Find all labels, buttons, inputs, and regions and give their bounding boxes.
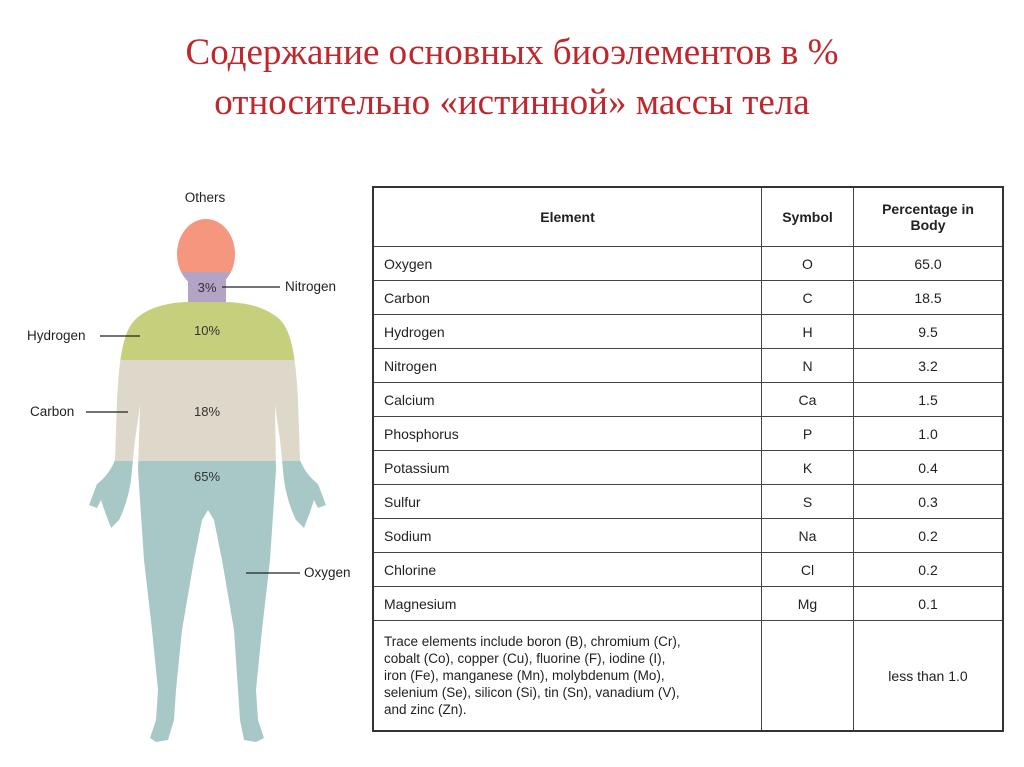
title-line-1: Содержание основных биоэлементов в % [185,32,839,73]
element-cell: Phosphorus [373,417,762,451]
percentage-cell: 0.1 [854,587,1004,621]
table-row [373,247,1003,281]
symbol-cell: N [762,349,854,383]
band-others [80,200,340,272]
percentage-cell: 0.2 [854,553,1004,587]
symbol-cell [762,621,854,732]
header-symbol: Symbol [762,187,854,247]
element-cell: Hydrogen [373,315,762,349]
pct-label-nitrogen: 3% [197,280,217,295]
table-row [373,315,1003,349]
element-cell: Nitrogen [373,349,762,383]
table-row [373,451,1003,485]
table-body [373,247,1003,732]
element-cell: Potassium [373,451,762,485]
element-cell: Sodium [373,519,762,553]
label-hydrogen: Hydrogen [27,328,86,343]
percentage-cell: 9.5 [854,315,1004,349]
table-row [373,383,1003,417]
element-cell: Carbon [373,281,762,315]
trace-line: Trace elements include boron (B), chromium (Cr), [384,634,681,649]
label-nitrogen: Nitrogen [285,279,337,294]
table-row [373,485,1003,519]
label-carbon: Carbon [30,404,75,419]
percentage-cell: 3.2 [854,349,1004,383]
table-row [373,281,1003,315]
trace-elements-cell [373,621,762,732]
element-cell: Chlorine [373,553,762,587]
pct-label-hydrogen: 10% [193,323,221,338]
symbol-cell: Mg [762,587,854,621]
percentage-cell: 0.3 [854,485,1004,519]
trace-line: selenium (Se), silicon (Si), tin (Sn), vanadium (V), [384,685,680,700]
band-oxygen [80,461,340,761]
element-cell: Calcium [373,383,762,417]
percentage-cell: 65.0 [854,247,1004,281]
symbol-cell: S [762,485,854,519]
element-table [372,186,1004,732]
element-cell: Sulfur [373,485,762,519]
table-row-trace [373,621,1003,732]
percentage-cell: 1.5 [854,383,1004,417]
symbol-cell: O [762,247,854,281]
trace-line: and zinc (Zn). [384,702,467,717]
label-others: Others [184,190,226,205]
element-cell: Oxygen [373,247,762,281]
pct-label-carbon: 18% [193,404,221,419]
table-row [373,417,1003,451]
symbol-cell: H [762,315,854,349]
percentage-cell: 1.0 [854,417,1004,451]
label-oxygen: Oxygen [304,565,351,580]
symbol-cell: Na [762,519,854,553]
header-element: Element [373,187,762,247]
percentage-cell: less than 1.0 [854,621,1004,732]
body-composition-figure [0,0,370,767]
title-line-2: относительно «истинной» массы тела [214,82,810,123]
symbol-cell: Cl [762,553,854,587]
header-percentage: Percentage in Body [854,187,1004,247]
table-row [373,519,1003,553]
pct-label-oxygen: 65% [193,469,221,484]
symbol-cell: C [762,281,854,315]
symbol-cell: P [762,417,854,451]
table-row [373,553,1003,587]
table-header-row [373,187,1003,247]
element-cell: Magnesium [373,587,762,621]
symbol-cell: K [762,451,854,485]
trace-line: iron (Fe), manganese (Mn), molybdenum (Mo), [384,668,665,683]
percentage-cell: 0.4 [854,451,1004,485]
trace-line: cobalt (Co), copper (Cu), fluorine (F), iodine (I), [384,651,666,666]
table-row [373,587,1003,621]
symbol-cell: Ca [762,383,854,417]
percentage-cell: 18.5 [854,281,1004,315]
percentage-cell: 0.2 [854,519,1004,553]
table-row [373,349,1003,383]
